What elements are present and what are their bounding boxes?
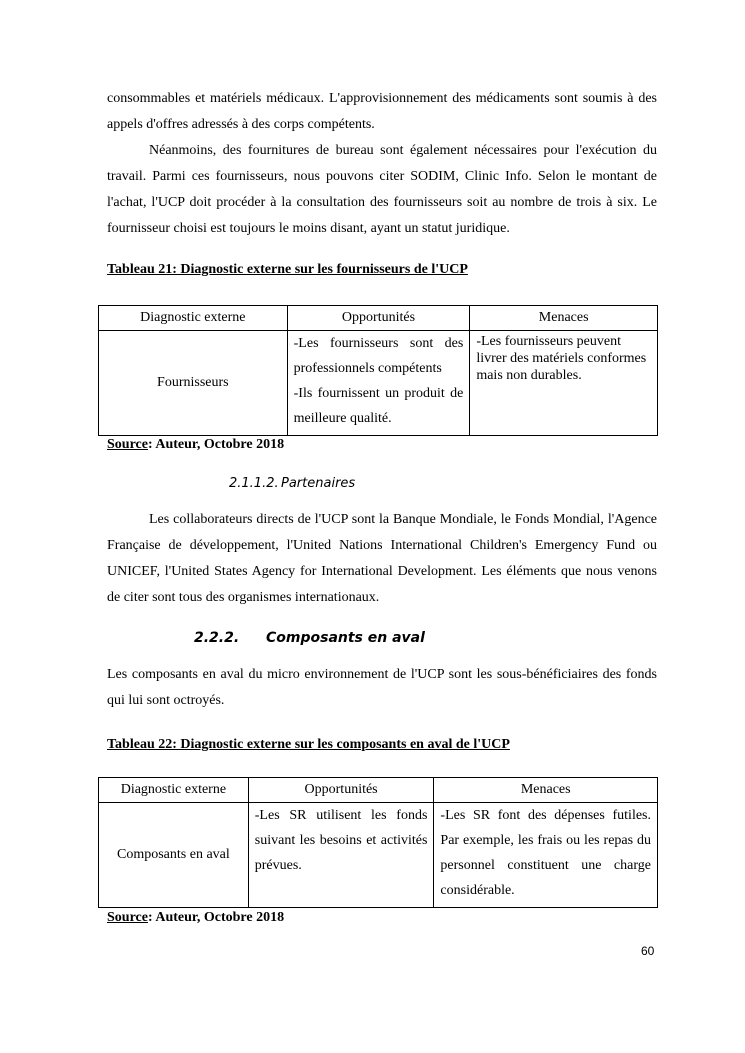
source-text: : Auteur, Octobre 2018 xyxy=(147,437,285,452)
cell-menaces: -Les fournisseurs peuvent livrer des matériels conformes mais non durables. xyxy=(470,331,658,436)
table-21-source xyxy=(107,437,284,453)
table-21 xyxy=(98,305,658,436)
header-opportunites: Opportunités xyxy=(248,778,434,803)
opportunity-item: -Ils fournissent un produit de meilleure qualité. xyxy=(293,386,464,426)
paragraph-fournitures: Néanmoins, des fournitures de bureau sont également nécessaires pour l'exécution du travail. Parmi ces fournisseurs, nous pouvons citer SODIM, Clinic Info. Selon le montant de l'achat, l'UCP doit procéder à la consultation des fournisseurs soit au nombre de trois à six. Le fournisseur choisi est toujours le moins disant, ayant un statut juridique. xyxy=(107,143,657,236)
table-header-row xyxy=(99,778,658,803)
table-21-caption: Tableau 21: Diagnostic externe sur les fournisseurs de l'UCP xyxy=(107,262,468,277)
section-title: Composants en aval xyxy=(266,630,425,646)
cell-menaces: -Les SR font des dépenses futiles. Par exemple, les frais ou les repas du personnel constituent une charge considérable. xyxy=(434,803,658,908)
paragraph-partenaires: Les collaborateurs directs de l'UCP sont la Banque Mondiale, le Fonds Mondial, l'Agence Française de développement, l'United Nations International Children's Emergency Fund ou UNICEF, l'United States Agency for International Development. Les éléments que nous venons de citer sont tous des organismes internationaux. xyxy=(107,512,657,605)
source-label: Source xyxy=(107,437,148,452)
section-number: 2.1.1.2. xyxy=(229,476,279,491)
table-header-row xyxy=(99,306,658,331)
section-heading-partenaires xyxy=(229,476,355,491)
table-22-caption: Tableau 22: Diagnostic externe sur les composants en aval de l'UCP xyxy=(107,737,510,752)
opportunity-item: -Les fournisseurs sont des professionnels compétents xyxy=(293,336,464,376)
section-title: Partenaires xyxy=(281,476,356,491)
table-row xyxy=(99,803,658,908)
header-opportunites: Opportunités xyxy=(287,306,470,331)
paragraph-composants-aval: Les composants en aval du micro environnement de l'UCP sont les sous-bénéficiaires des fonds qui lui sont octroyés. xyxy=(107,667,657,708)
header-diagnostic: Diagnostic externe xyxy=(99,778,249,803)
table-22-source xyxy=(107,910,284,926)
table-row xyxy=(99,331,658,436)
section-number: 2.2.2. xyxy=(194,630,240,646)
page-number: 60 xyxy=(641,944,655,958)
cell-opportunites: -Les SR utilisent les fonds suivant les besoins et activités prévues. xyxy=(248,803,434,908)
header-diagnostic: Diagnostic externe xyxy=(99,306,288,331)
section-heading-composants-aval xyxy=(194,630,425,646)
row-label-composants-aval: Composants en aval xyxy=(99,803,249,908)
table-22 xyxy=(98,777,658,908)
cell-opportunites xyxy=(287,331,470,436)
header-menaces: Menaces xyxy=(470,306,658,331)
header-menaces: Menaces xyxy=(434,778,658,803)
source-text: : Auteur, Octobre 2018 xyxy=(147,910,285,925)
row-label-fournisseurs: Fournisseurs xyxy=(99,331,288,436)
source-label: Source xyxy=(107,910,148,925)
paragraph-approvisionnement: consommables et matériels médicaux. L'approvisionnement des médicaments sont soumis à des appels d'offres adressés à des corps compétents. xyxy=(107,91,657,132)
